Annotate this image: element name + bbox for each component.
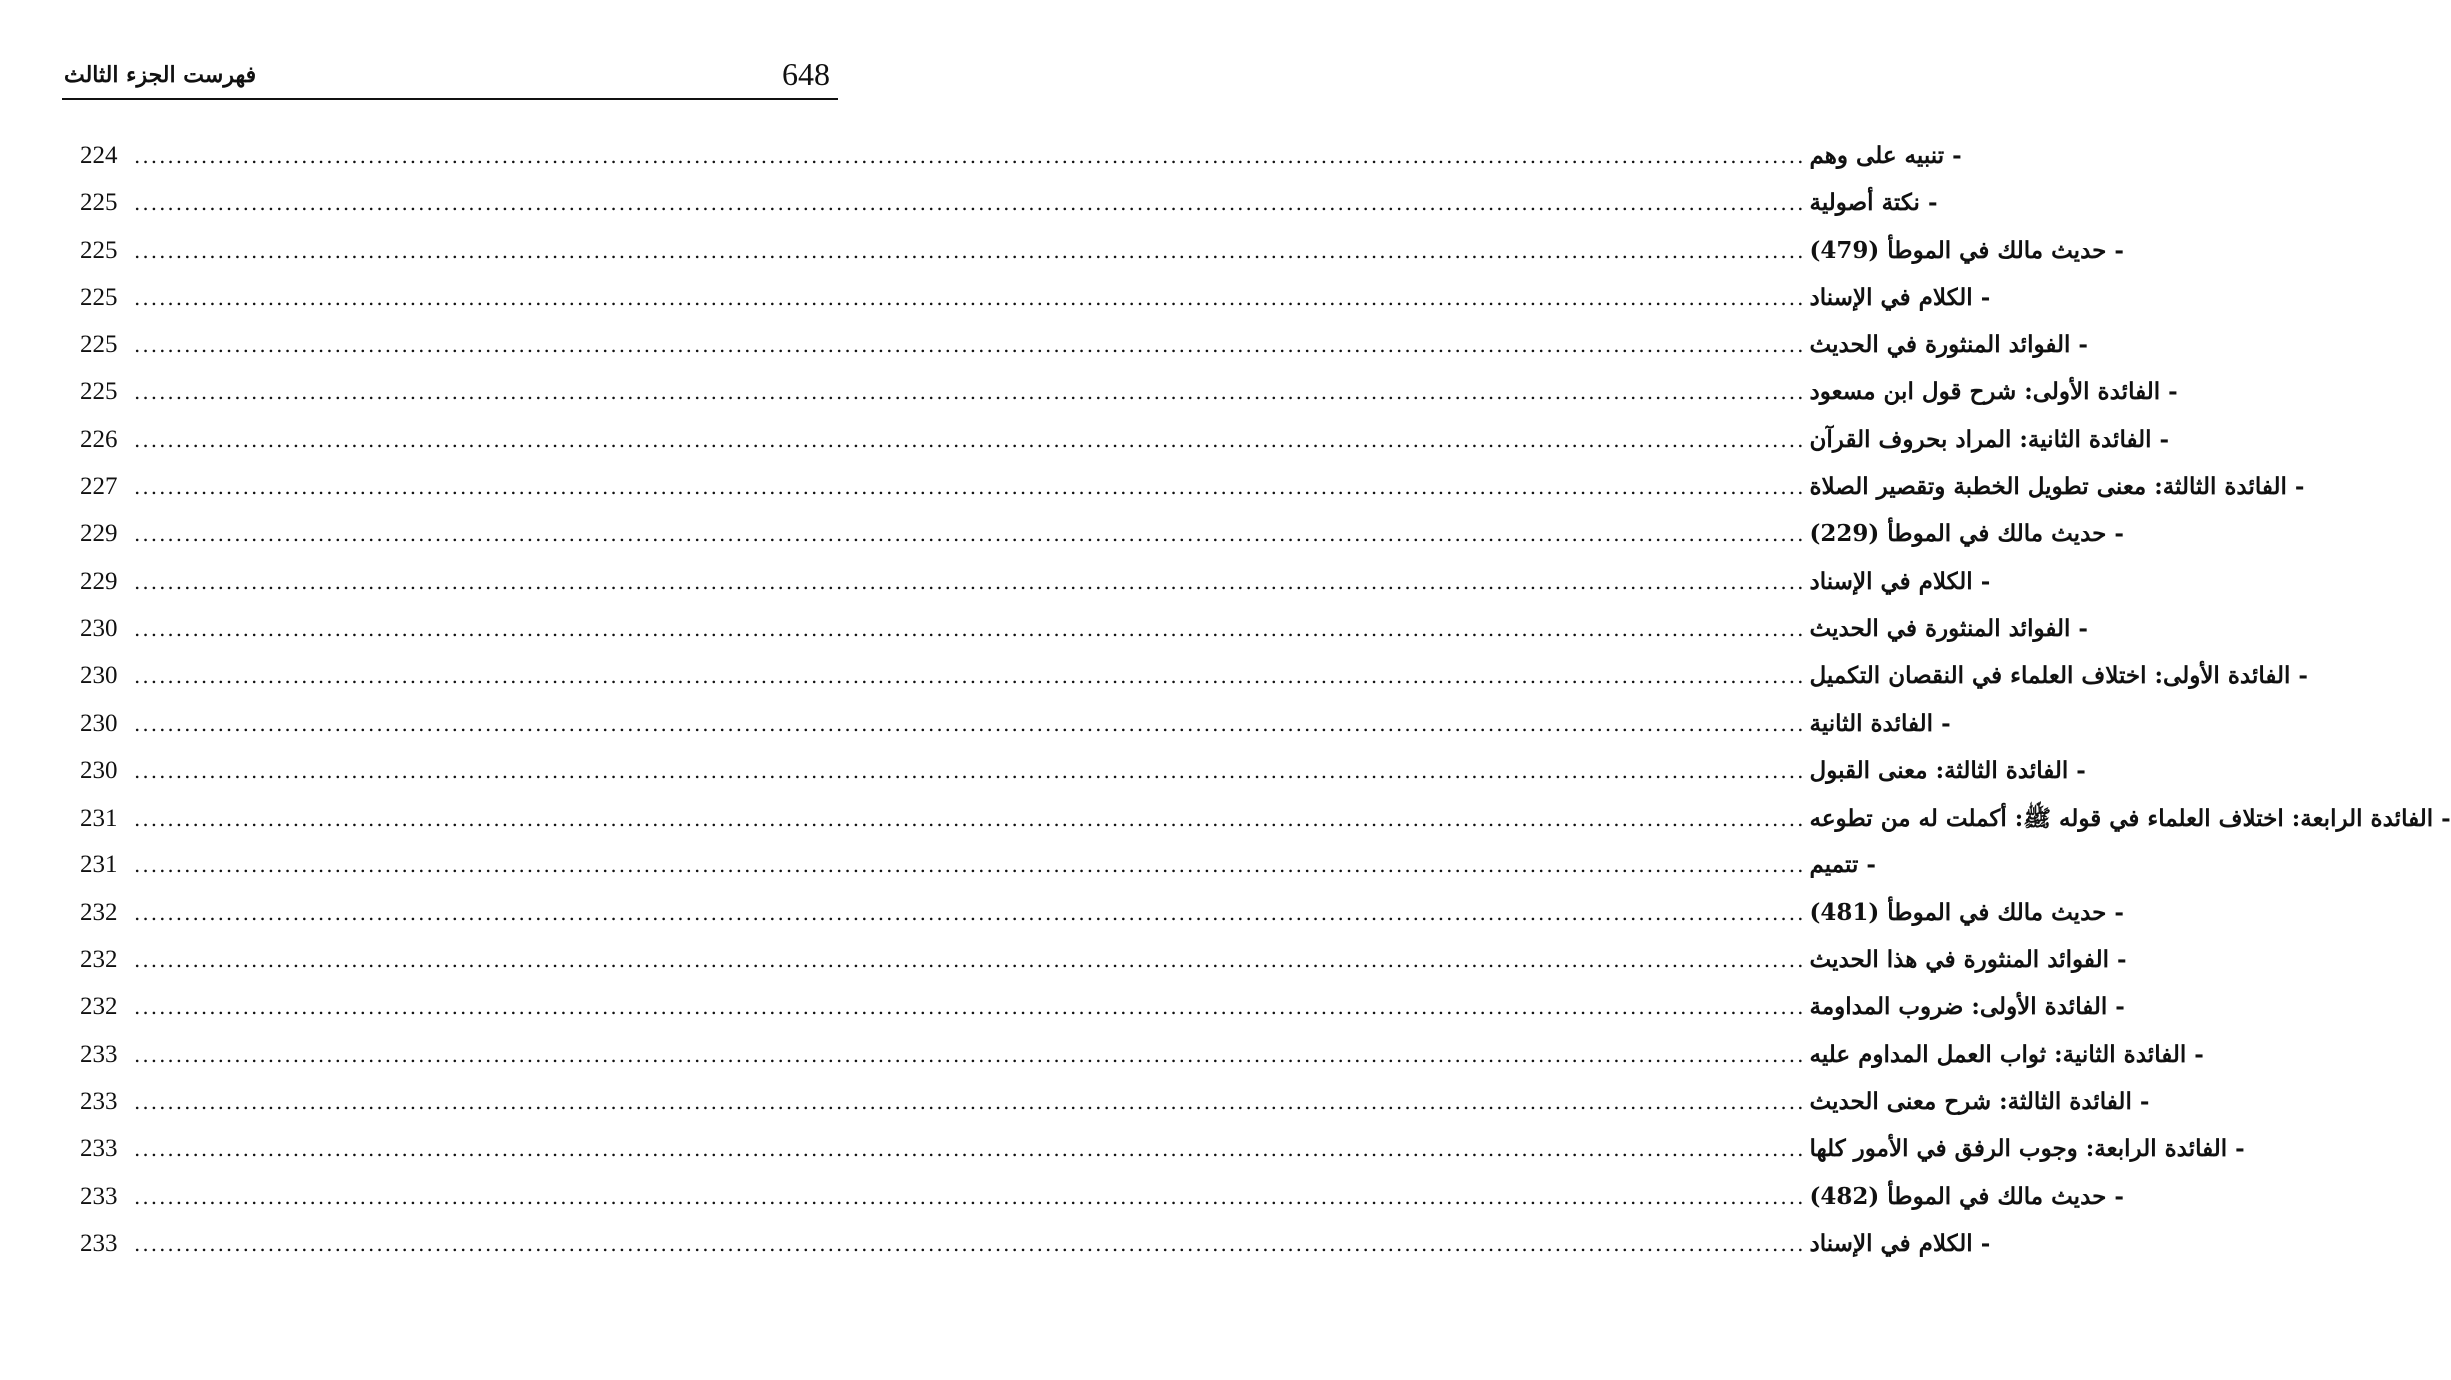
toc-page-number: 231 — [80, 805, 118, 833]
toc-entry — [80, 567, 1991, 615]
toc-page-number: 225 — [80, 283, 118, 311]
dot-leader: ........................................................................................................................................................................................................ — [134, 1184, 1806, 1209]
toc-page-number: 232 — [80, 946, 118, 974]
toc-entry — [80, 1229, 1991, 1277]
toc-entry — [80, 1135, 2245, 1182]
toc-title: - حديث مالك في الموطأ (481) — [1809, 898, 2124, 926]
toc-title: - حديث مالك في الموطأ (229) — [1809, 520, 2124, 548]
toc-title: - الفوائد المنثورة في هذا الحديث — [1809, 946, 2127, 974]
toc-page-number: 233 — [80, 1182, 118, 1210]
dot-leader: ........................................................................................................................................................................................................ — [134, 427, 1806, 452]
toc-title: - نكتة أصولية — [1809, 189, 1938, 217]
toc-entry — [80, 520, 2124, 567]
dot-leader: ........................................................................................................................................................................................................ — [134, 333, 1806, 358]
toc-page-number: 225 — [80, 378, 118, 406]
toc-title: - الفائدة الثانية — [1809, 709, 1951, 737]
dot-leader: ........................................................................................................................................................................................................ — [134, 569, 1806, 594]
toc-page-number: 230 — [80, 756, 118, 784]
dot-leader: ........................................................................................................................................................................................................ — [134, 380, 1806, 405]
dot-leader: ........................................................................................................................................................................................................ — [134, 522, 1806, 547]
toc-title: - الفائدة الثالثة: شرح معنى الحديث — [1809, 1087, 2150, 1115]
toc-title: - الفائدة الثالثة: معنى تطويل الخطبة وتقصير الصلاة — [1809, 473, 2305, 501]
toc-title: - الفائدة الثانية: المراد بحروف القرآن — [1809, 425, 2170, 453]
toc-entry — [80, 425, 2170, 473]
running-title: فهرست الجزء الثالث — [64, 62, 257, 88]
toc-page-number: 230 — [80, 614, 118, 642]
dot-leader: ........................................................................................................................................................................................................ — [134, 807, 1806, 832]
toc-page-number: 233 — [80, 1087, 118, 1115]
toc-page-number: 233 — [80, 1135, 118, 1163]
toc-title: - حديث مالك في الموطأ (479) — [1809, 236, 2124, 264]
toc-entry — [80, 1182, 2124, 1230]
toc-entry — [80, 142, 1962, 189]
toc-page-number: 227 — [80, 473, 118, 501]
page-header — [62, 52, 838, 100]
toc-title: - الكلام في الإسناد — [1809, 1229, 1991, 1257]
toc-page-number: 231 — [80, 851, 118, 879]
dot-leader: ........................................................................................................................................................................................................ — [134, 853, 1806, 878]
dot-leader: ........................................................................................................................................................................................................ — [134, 995, 1806, 1020]
toc-entry — [80, 189, 1938, 236]
toc-page-number: 232 — [80, 993, 118, 1021]
toc-entry — [80, 662, 2308, 709]
dot-leader: ........................................................................................................................................................................................................ — [134, 1231, 1806, 1256]
toc-title: - الفائدة الأولى: شرح قول ابن مسعود — [1809, 378, 2178, 406]
toc-entry — [80, 756, 2086, 804]
toc-entry — [80, 993, 2125, 1040]
dot-leader: ........................................................................................................................................................................................................ — [134, 1089, 1806, 1114]
toc-entry — [80, 236, 2124, 284]
toc-title: - الكلام في الإسناد — [1809, 283, 1991, 311]
toc-entry — [80, 851, 1876, 898]
dot-leader: ........................................................................................................................................................................................................ — [134, 191, 1806, 216]
toc-page-number: 225 — [80, 189, 118, 217]
toc-page-number: 230 — [80, 709, 118, 737]
toc-page-number: 232 — [80, 898, 118, 926]
toc-title: - الفوائد المنثورة في الحديث — [1809, 614, 2088, 642]
toc-entry — [80, 378, 2178, 425]
toc-entry — [80, 804, 2451, 851]
toc-page-number: 229 — [80, 567, 118, 595]
dot-leader: ........................................................................................................................................................................................................ — [134, 711, 1806, 736]
table-of-contents — [80, 142, 2451, 1277]
toc-title: - تنبيه على وهم — [1809, 142, 1962, 169]
toc-title: - تتميم — [1809, 851, 1876, 879]
toc-entry — [80, 946, 2127, 993]
toc-title: - الفائدة الثانية: ثواب العمل المداوم عليه — [1809, 1040, 2204, 1068]
dot-leader: ........................................................................................................................................................................................................ — [134, 664, 1806, 689]
toc-title: - الفائدة الرابعة: وجوب الرفق في الأمور كلها — [1809, 1135, 2245, 1163]
toc-entry — [80, 331, 2088, 378]
toc-entry — [80, 898, 2124, 946]
toc-page-number: 229 — [80, 520, 118, 548]
dot-leader: ........................................................................................................................................................................................................ — [134, 475, 1806, 500]
toc-entry — [80, 283, 1991, 331]
toc-page-number: 225 — [80, 331, 118, 359]
dot-leader: ........................................................................................................................................................................................................ — [134, 1137, 1806, 1162]
toc-title: - الفائدة الثالثة: معنى القبول — [1809, 756, 2086, 784]
dot-leader: ........................................................................................................................................................................................................ — [134, 616, 1806, 641]
dot-leader: ........................................................................................................................................................................................................ — [134, 144, 1806, 168]
toc-page-number: 224 — [80, 142, 118, 169]
dot-leader: ........................................................................................................................................................................................................ — [134, 238, 1806, 263]
toc-entry — [80, 614, 2088, 662]
dot-leader: ........................................................................................................................................................................................................ — [134, 285, 1806, 310]
toc-title: - الفائدة الرابعة: اختلاف العلماء في قوله ﷺ: أكملت له من تطوعه — [1809, 805, 2451, 833]
toc-entry — [80, 473, 2305, 520]
toc-title: - حديث مالك في الموطأ (482) — [1809, 1182, 2124, 1210]
toc-page-number: 233 — [80, 1229, 118, 1257]
toc-page-number: 233 — [80, 1040, 118, 1068]
toc-page-number: 225 — [80, 236, 118, 264]
dot-leader: ........................................................................................................................................................................................................ — [134, 1042, 1806, 1067]
toc-page-number: 226 — [80, 425, 118, 453]
toc-entry — [80, 1040, 2204, 1088]
toc-title: - الكلام في الإسناد — [1809, 567, 1991, 595]
toc-title: - الفائدة الأولى: ضروب المداومة — [1809, 993, 2125, 1021]
page-number: 648 — [782, 56, 830, 92]
toc-entry — [80, 709, 1951, 757]
dot-leader: ........................................................................................................................................................................................................ — [134, 758, 1806, 783]
toc-entry — [80, 1087, 2150, 1135]
toc-title: - الفائدة الأولى: اختلاف العلماء في النقصان التكميل — [1809, 662, 2308, 690]
toc-title: - الفوائد المنثورة في الحديث — [1809, 331, 2088, 359]
dot-leader: ........................................................................................................................................................................................................ — [134, 948, 1806, 973]
toc-page-number: 230 — [80, 662, 118, 690]
dot-leader: ........................................................................................................................................................................................................ — [134, 900, 1806, 925]
